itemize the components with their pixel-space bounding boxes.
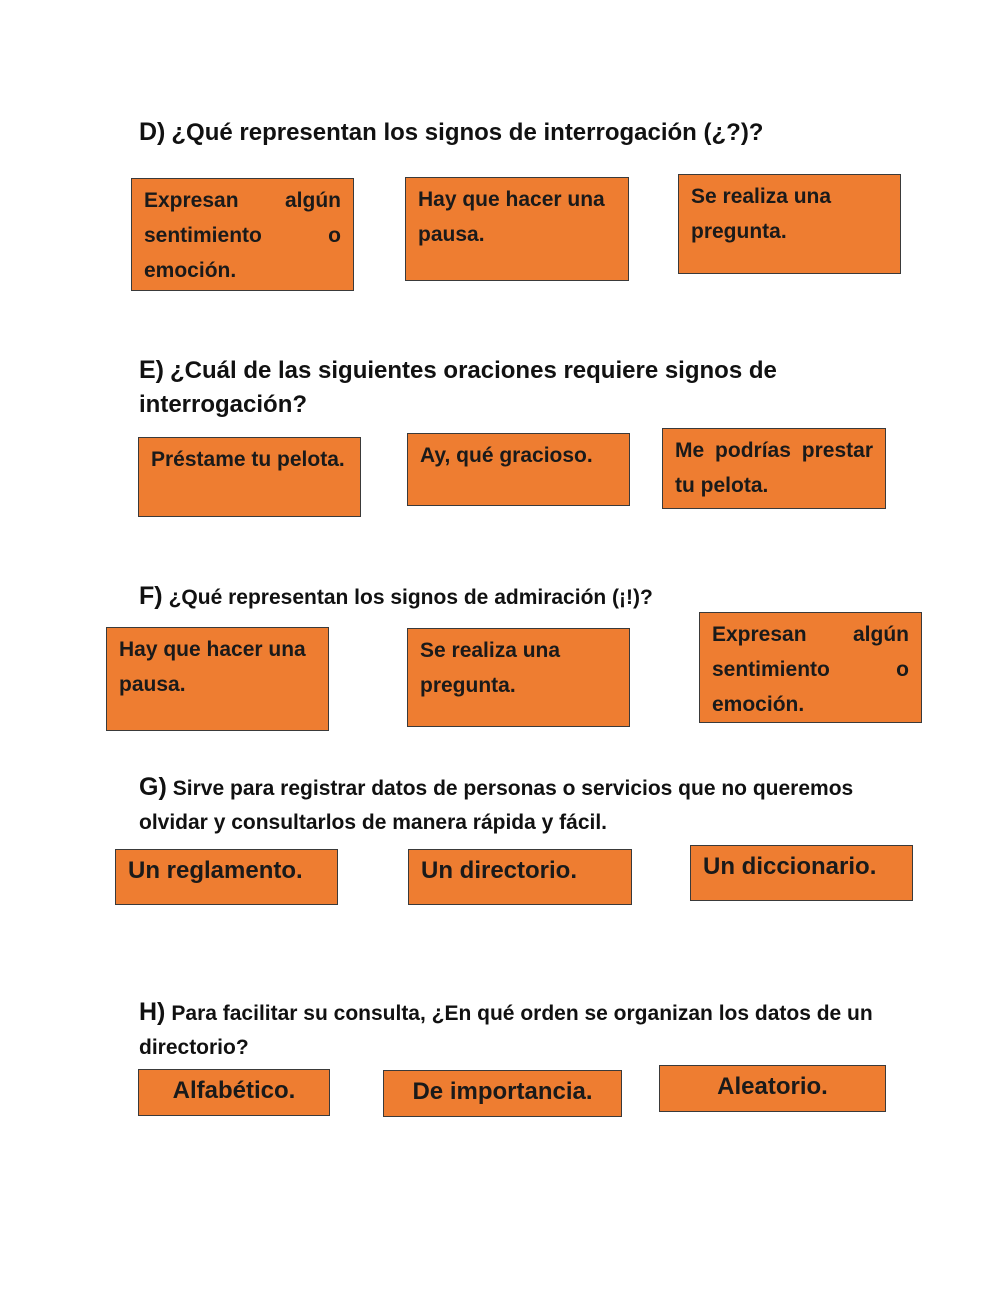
question-letter: G) (139, 773, 167, 801)
answer-option[interactable] (131, 178, 354, 291)
option-label: Se realiza una pregunta. (420, 639, 561, 697)
question-letter: H) (139, 998, 166, 1026)
answer-option[interactable] (699, 612, 922, 723)
answer-option[interactable] (405, 177, 629, 281)
option-label: Expresan algún sentimiento o emoción. (144, 189, 341, 282)
question-g (139, 770, 879, 840)
option-label: De importancia. (412, 1078, 593, 1105)
answer-option[interactable] (138, 1069, 330, 1116)
answer-option[interactable] (407, 433, 630, 506)
option-label: Aleatorio. (717, 1073, 828, 1100)
answer-option[interactable] (383, 1070, 622, 1117)
option-label: Un directorio. (421, 857, 578, 884)
answer-option[interactable] (659, 1065, 886, 1112)
question-text: ¿Qué representan los signos de interrogación (¿?)? (171, 119, 764, 146)
answer-option[interactable] (106, 627, 329, 731)
option-label: Se realiza una pregunta. (691, 185, 832, 243)
question-h (139, 995, 879, 1065)
answer-option[interactable] (678, 174, 901, 274)
option-label: Ay, qué gracioso. (420, 444, 593, 467)
option-label: Alfabético. (172, 1077, 296, 1104)
answer-option[interactable] (138, 437, 361, 517)
answer-option[interactable] (407, 628, 630, 727)
option-label: Hay que hacer una pausa. (418, 188, 605, 246)
question-letter: D) (139, 118, 166, 146)
option-label: Hay que hacer una pausa. (119, 638, 306, 696)
question-letter: E) (139, 356, 164, 384)
question-text: ¿Cuál de las siguientes oraciones requiere signos de interrogación? (139, 357, 777, 418)
answer-option[interactable] (408, 849, 632, 905)
option-label: Me podrías prestar tu pelota. (675, 439, 873, 497)
answer-option[interactable] (662, 428, 886, 509)
answer-option[interactable] (115, 849, 338, 905)
question-text: Sirve para registrar datos de personas o servicios que no queremos olvidar y consultarlos de manera rápida y fácil. (139, 777, 854, 834)
question-e (139, 353, 879, 422)
question-text: ¿Qué representan los signos de admiración (¡!)? (168, 586, 653, 609)
option-label: Un reglamento. (128, 857, 303, 884)
option-label: Un diccionario. (703, 853, 877, 880)
question-letter: F) (139, 582, 163, 610)
question-text: Para facilitar su consulta, ¿En qué orden se organizan los datos de un directorio? (139, 1002, 873, 1059)
option-label: Préstame tu pelota. (151, 448, 345, 471)
question-d (139, 115, 879, 150)
answer-option[interactable] (690, 845, 913, 901)
question-f (139, 579, 879, 615)
option-label: Expresan algún sentimiento o emoción. (712, 623, 909, 716)
